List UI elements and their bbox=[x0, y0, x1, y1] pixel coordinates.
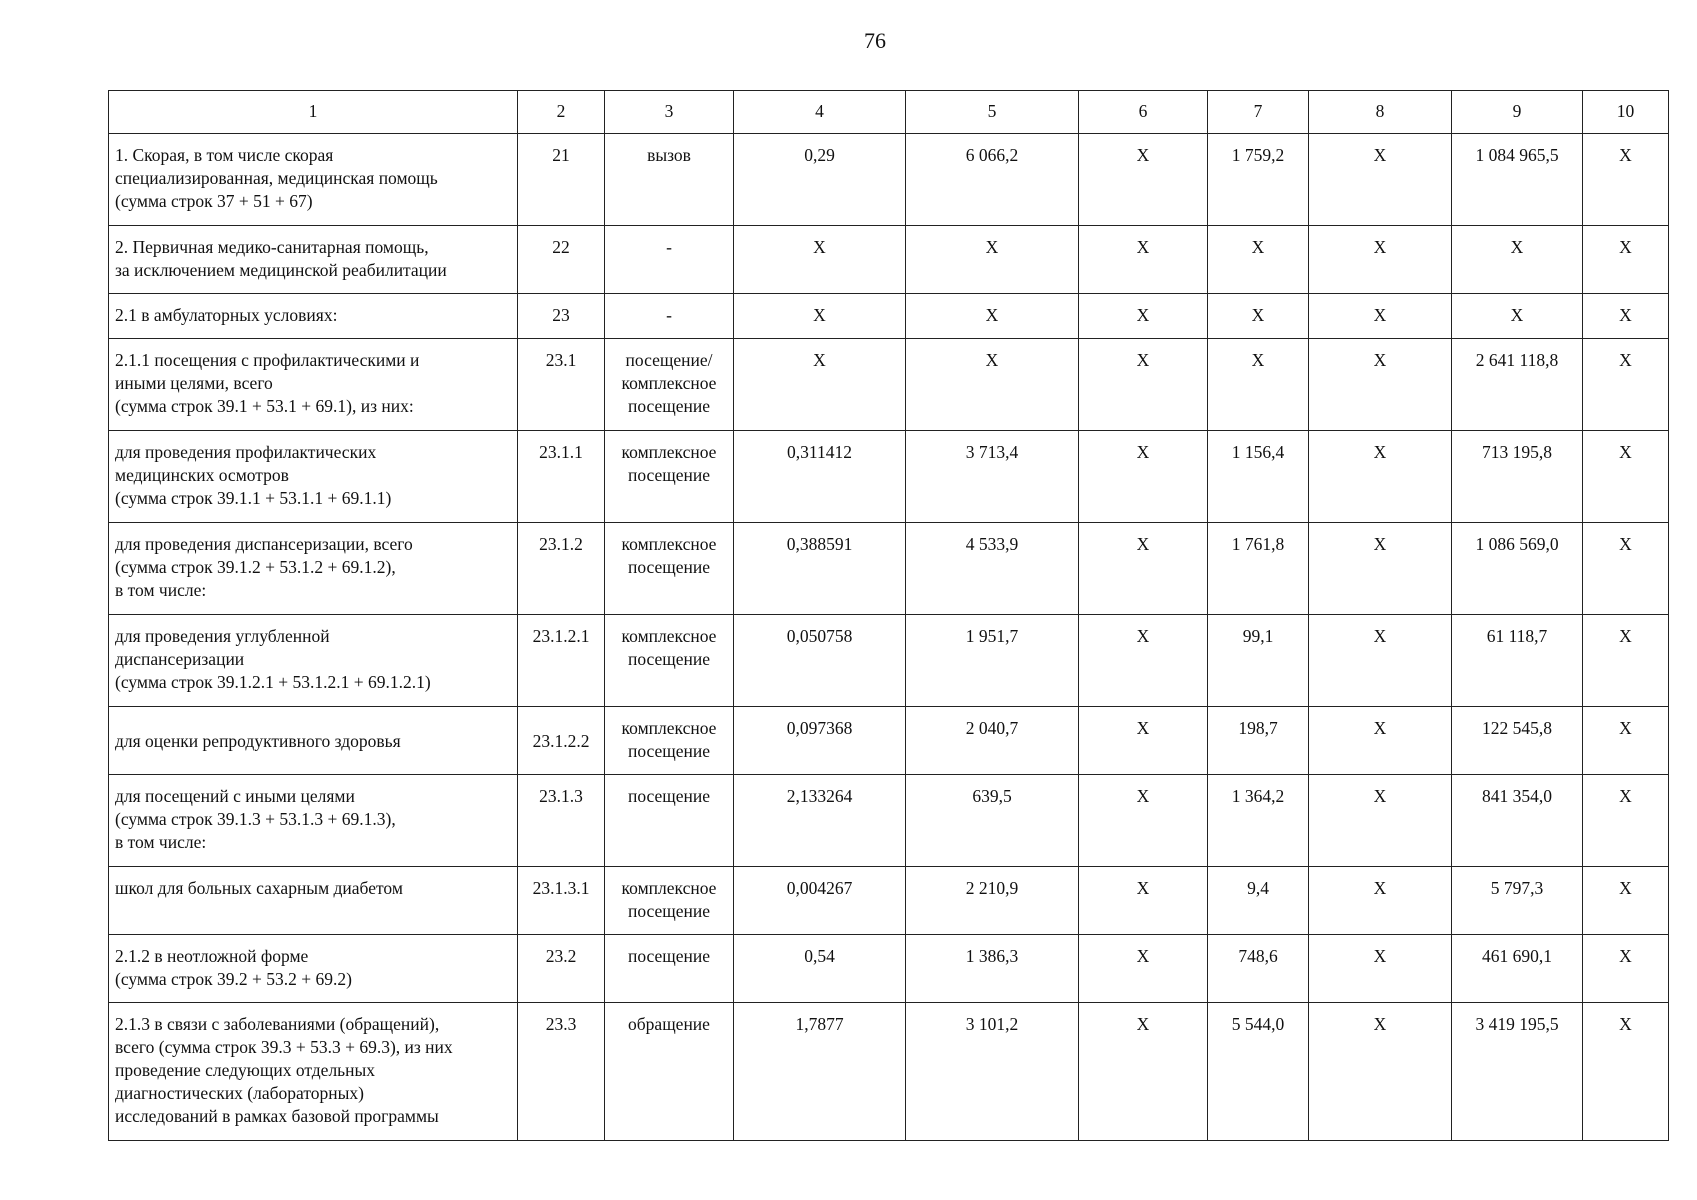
table-cell: Х bbox=[1079, 431, 1208, 523]
table-cell: 23.1.1 bbox=[518, 431, 605, 523]
row-name-cell: для посещений с иными целями (сумма строк 39.1.3 + 53.1.3 + 69.1.3), в том числе: bbox=[109, 775, 518, 867]
table-cell: Х bbox=[1079, 134, 1208, 226]
page-number: 76 bbox=[864, 28, 886, 53]
header-cell: 10 bbox=[1583, 91, 1669, 134]
table-cell: Х bbox=[1309, 935, 1452, 1003]
table-cell: 5 544,0 bbox=[1208, 1003, 1309, 1141]
table-row bbox=[109, 431, 1669, 523]
header-row bbox=[109, 91, 1669, 134]
table-row bbox=[109, 707, 1669, 775]
table-cell: комплексное посещение bbox=[605, 431, 734, 523]
table-cell: 5 797,3 bbox=[1452, 867, 1583, 935]
table-cell: 23 bbox=[518, 294, 605, 339]
table-cell: посещение bbox=[605, 775, 734, 867]
table-cell: 713 195,8 bbox=[1452, 431, 1583, 523]
table-cell: Х bbox=[1079, 523, 1208, 615]
table-cell: 23.2 bbox=[518, 935, 605, 1003]
table-cell: 1 386,3 bbox=[906, 935, 1079, 1003]
row-name-cell: 2. Первичная медико-санитарная помощь, за исключением медицинской реабилитации bbox=[109, 226, 518, 294]
table-cell: Х bbox=[1583, 775, 1669, 867]
table-cell: Х bbox=[1079, 339, 1208, 431]
table-cell: комплексное посещение bbox=[605, 867, 734, 935]
table-cell: 23.1.2.2 bbox=[518, 707, 605, 775]
table-row bbox=[109, 1003, 1669, 1141]
table-cell: 3 713,4 bbox=[906, 431, 1079, 523]
table-cell: Х bbox=[1309, 707, 1452, 775]
table-cell: 0,311412 bbox=[734, 431, 906, 523]
table-cell: Х bbox=[1309, 867, 1452, 935]
table-cell: Х bbox=[1583, 226, 1669, 294]
table-cell: Х bbox=[1309, 294, 1452, 339]
table-cell: Х bbox=[1079, 867, 1208, 935]
table-cell: Х bbox=[1309, 615, 1452, 707]
table-cell: Х bbox=[1079, 935, 1208, 1003]
header-cell: 5 bbox=[906, 91, 1079, 134]
table-cell: Х bbox=[1583, 935, 1669, 1003]
table-cell: Х bbox=[1309, 523, 1452, 615]
header-cell: 7 bbox=[1208, 91, 1309, 134]
table-cell: 3 419 195,5 bbox=[1452, 1003, 1583, 1141]
table-cell: 23.1.2.1 bbox=[518, 615, 605, 707]
table-cell: 1 364,2 bbox=[1208, 775, 1309, 867]
table-cell: Х bbox=[1309, 1003, 1452, 1141]
table-row bbox=[109, 226, 1669, 294]
table-cell: 0,54 bbox=[734, 935, 906, 1003]
table-cell: Х bbox=[1079, 775, 1208, 867]
header-cell: 4 bbox=[734, 91, 906, 134]
table-cell: Х bbox=[1309, 339, 1452, 431]
table-cell: Х bbox=[1079, 226, 1208, 294]
table-row bbox=[109, 935, 1669, 1003]
table-cell: 2,133264 bbox=[734, 775, 906, 867]
table-cell: 9,4 bbox=[1208, 867, 1309, 935]
table-cell: посещение bbox=[605, 935, 734, 1003]
table-cell: 6 066,2 bbox=[906, 134, 1079, 226]
table-cell: 639,5 bbox=[906, 775, 1079, 867]
table-cell: - bbox=[605, 226, 734, 294]
table-cell: 748,6 bbox=[1208, 935, 1309, 1003]
table-cell: Х bbox=[1583, 615, 1669, 707]
table-cell: Х bbox=[906, 339, 1079, 431]
table-cell: - bbox=[605, 294, 734, 339]
header-cell: 2 bbox=[518, 91, 605, 134]
table-cell: Х bbox=[1583, 134, 1669, 226]
table-cell: 461 690,1 bbox=[1452, 935, 1583, 1003]
table-cell: Х bbox=[1309, 134, 1452, 226]
table-cell: Х bbox=[1079, 294, 1208, 339]
row-name-cell: 1. Скорая, в том числе скорая специализированная, медицинская помощь (сумма строк 37 + 51 + 67) bbox=[109, 134, 518, 226]
table-cell: 22 bbox=[518, 226, 605, 294]
table-cell: 0,29 bbox=[734, 134, 906, 226]
table-cell: 122 545,8 bbox=[1452, 707, 1583, 775]
table-cell: 23.1.2 bbox=[518, 523, 605, 615]
table-cell: 4 533,9 bbox=[906, 523, 1079, 615]
data-table bbox=[108, 90, 1669, 1141]
table-cell: Х bbox=[1583, 523, 1669, 615]
header-cell: 9 bbox=[1452, 91, 1583, 134]
row-name-cell: 2.1.2 в неотложной форме (сумма строк 39.2 + 53.2 + 69.2) bbox=[109, 935, 518, 1003]
table-cell: 61 118,7 bbox=[1452, 615, 1583, 707]
table-cell: Х bbox=[1208, 294, 1309, 339]
table-cell: Х bbox=[734, 226, 906, 294]
table-cell: 23.1.3 bbox=[518, 775, 605, 867]
table-cell: 1 086 569,0 bbox=[1452, 523, 1583, 615]
table-cell: 2 210,9 bbox=[906, 867, 1079, 935]
table-cell: Х bbox=[1583, 867, 1669, 935]
header-cell: 1 bbox=[109, 91, 518, 134]
table-row bbox=[109, 339, 1669, 431]
table-row bbox=[109, 523, 1669, 615]
table-cell: обращение bbox=[605, 1003, 734, 1141]
table-cell: 1 951,7 bbox=[906, 615, 1079, 707]
table-header bbox=[109, 91, 1669, 134]
table-cell: 2 040,7 bbox=[906, 707, 1079, 775]
row-name-cell: для проведения диспансеризации, всего (сумма строк 39.1.2 + 53.1.2 + 69.1.2), в том числе: bbox=[109, 523, 518, 615]
table-row bbox=[109, 294, 1669, 339]
table-cell: Х bbox=[1309, 775, 1452, 867]
table-cell: посещение/ комплексное посещение bbox=[605, 339, 734, 431]
table-cell: 23.3 bbox=[518, 1003, 605, 1141]
header-cell: 3 bbox=[605, 91, 734, 134]
header-cell: 8 bbox=[1309, 91, 1452, 134]
table-cell: 1 084 965,5 bbox=[1452, 134, 1583, 226]
table-cell: 21 bbox=[518, 134, 605, 226]
table-row bbox=[109, 775, 1669, 867]
row-name-cell: 2.1 в амбулаторных условиях: bbox=[109, 294, 518, 339]
table-cell: Х bbox=[1208, 226, 1309, 294]
table-cell: Х bbox=[1583, 1003, 1669, 1141]
table-cell: 99,1 bbox=[1208, 615, 1309, 707]
table-cell: 23.1 bbox=[518, 339, 605, 431]
row-name-cell: 2.1.3 в связи с заболеваниями (обращений), всего (сумма строк 39.3 + 53.3 + 69.3), из них проведение следующих отдельных диагностических (лабораторных) исследований в рамках базовой программы bbox=[109, 1003, 518, 1141]
table-cell: Х bbox=[906, 294, 1079, 339]
table-cell: 1 156,4 bbox=[1208, 431, 1309, 523]
table-cell: 1,7877 bbox=[734, 1003, 906, 1141]
table-cell: 1 761,8 bbox=[1208, 523, 1309, 615]
table-cell: 23.1.3.1 bbox=[518, 867, 605, 935]
table-cell: Х bbox=[1208, 339, 1309, 431]
table-cell: комплексное посещение bbox=[605, 523, 734, 615]
row-name-cell: школ для больных сахарным диабетом bbox=[109, 867, 518, 935]
table-cell: 1 759,2 bbox=[1208, 134, 1309, 226]
table-cell: 0,097368 bbox=[734, 707, 906, 775]
row-name-cell: для оценки репродуктивного здоровья bbox=[109, 707, 518, 775]
table-cell: Х bbox=[906, 226, 1079, 294]
table-cell: Х bbox=[1079, 1003, 1208, 1141]
table-cell: Х bbox=[1079, 615, 1208, 707]
table-cell: Х bbox=[734, 294, 906, 339]
table-cell: Х bbox=[1079, 707, 1208, 775]
table-cell: Х bbox=[1309, 226, 1452, 294]
table-cell: комплексное посещение bbox=[605, 615, 734, 707]
table-row bbox=[109, 615, 1669, 707]
table-cell: Х bbox=[1309, 431, 1452, 523]
row-name-cell: 2.1.1 посещения с профилактическими и иными целями, всего (сумма строк 39.1 + 53.1 + 69.1), из них: bbox=[109, 339, 518, 431]
table-cell: Х bbox=[1583, 707, 1669, 775]
table-cell: 2 641 118,8 bbox=[1452, 339, 1583, 431]
table-cell: Х bbox=[734, 339, 906, 431]
row-name-cell: для проведения углубленной диспансеризации (сумма строк 39.1.2.1 + 53.1.2.1 + 69.1.2.1) bbox=[109, 615, 518, 707]
table-cell: комплексное посещение bbox=[605, 707, 734, 775]
table-cell: 3 101,2 bbox=[906, 1003, 1079, 1141]
table-cell: Х bbox=[1583, 294, 1669, 339]
header-cell: 6 bbox=[1079, 91, 1208, 134]
table-cell: Х bbox=[1583, 431, 1669, 523]
row-name-cell: для проведения профилактических медицинских осмотров (сумма строк 39.1.1 + 53.1.1 + 69.1.1) bbox=[109, 431, 518, 523]
table-cell: Х bbox=[1583, 339, 1669, 431]
table-cell: вызов bbox=[605, 134, 734, 226]
table-body bbox=[109, 134, 1669, 1141]
table-cell: 0,050758 bbox=[734, 615, 906, 707]
table-row bbox=[109, 867, 1669, 935]
table-cell: 198,7 bbox=[1208, 707, 1309, 775]
table-cell: 841 354,0 bbox=[1452, 775, 1583, 867]
table-cell: 0,388591 bbox=[734, 523, 906, 615]
table-cell: 0,004267 bbox=[734, 867, 906, 935]
table-cell: Х bbox=[1452, 294, 1583, 339]
table-cell: Х bbox=[1452, 226, 1583, 294]
table-row bbox=[109, 134, 1669, 226]
